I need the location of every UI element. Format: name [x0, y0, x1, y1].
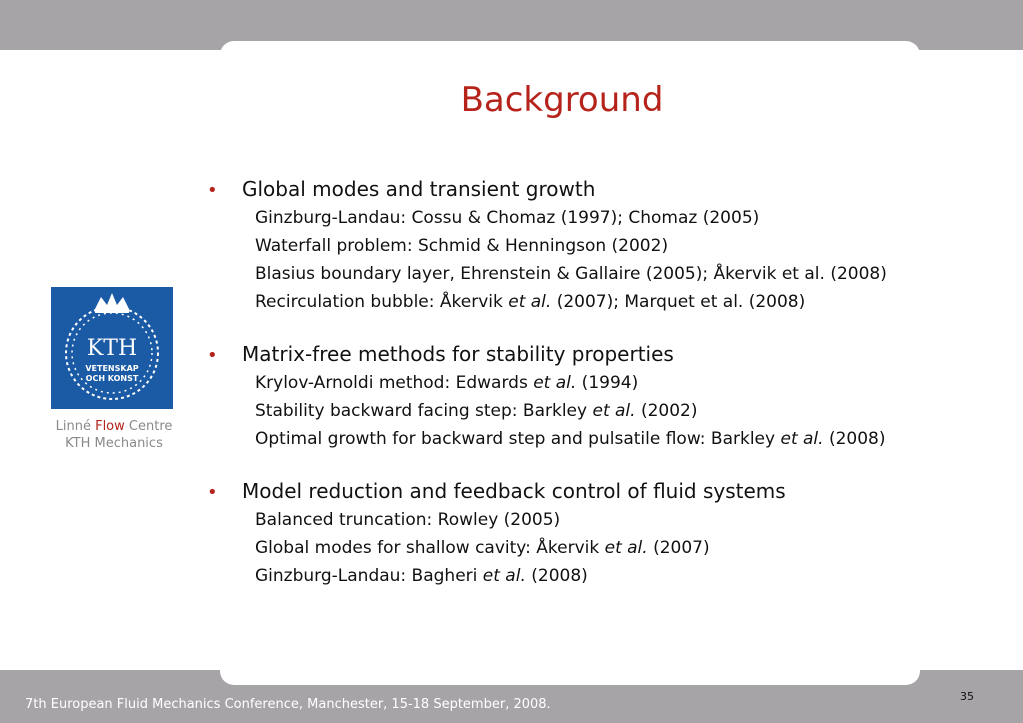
sub-item-text: Blasius boundary layer, Ehrenstein & Gallaire (2005); Åkervik et al. (2008) — [255, 264, 887, 284]
sub-item-emphasis: et al. — [482, 566, 526, 586]
sub-item-text: Balanced truncation: Rowley (2005) — [255, 510, 561, 530]
sub-item-emphasis: et al. — [533, 373, 577, 393]
sub-item — [255, 369, 1007, 397]
slide-title: Background — [460, 80, 664, 120]
bullet-heading: Model reduction and feedback control of fluid systems — [242, 479, 786, 503]
logo-mark: KTH — [86, 336, 138, 361]
sub-item-text-end: (2002) — [635, 401, 698, 421]
sub-item-text: Krylov-Arnoldi method: Edwards — [255, 373, 534, 393]
sub-item — [255, 260, 1007, 288]
bullet-icon: • — [207, 180, 218, 201]
sub-item — [255, 425, 1007, 453]
sub-item-emphasis: et al. — [604, 538, 648, 558]
kth-logo-icon — [51, 287, 173, 409]
sub-item-text: Waterfall problem: Schmid & Henningson (2002) — [255, 236, 669, 256]
sub-item-text: Ginzburg-Landau: Bagheri — [255, 566, 483, 586]
sub-item-text-end: (1994) — [576, 373, 639, 393]
sub-item-text: Ginzburg-Landau: Cossu & Chomaz (1997); Chomaz (2005) — [255, 208, 760, 228]
caption-flow: Flow — [95, 419, 125, 434]
sub-item-emphasis: et al. — [780, 429, 824, 449]
sub-item-text: Recirculation bubble: Åkervik — [255, 292, 509, 312]
sub-item — [255, 397, 1007, 425]
logo-caption-line1 — [40, 418, 188, 435]
sub-item-text: Optimal growth for backward step and pulsatile flow: Barkley — [255, 429, 781, 449]
sub-item — [255, 204, 1007, 232]
logo-caption-line2: KTH Mechanics — [65, 436, 163, 451]
sub-item-text-end: (2008) — [823, 429, 886, 449]
section — [207, 478, 1007, 590]
sub-item — [255, 506, 1007, 534]
caption-centre: Centre — [128, 419, 173, 434]
sub-item-text: Global modes for shallow cavity: Åkervik — [255, 538, 605, 558]
bullet-heading-row — [207, 478, 1007, 506]
sub-item-text: Stability backward facing step: Barkley — [255, 401, 593, 421]
sub-item-emphasis: et al. — [508, 292, 552, 312]
logo-text-line2: OCH KONST — [85, 374, 139, 383]
bullet-heading-row — [207, 341, 1007, 369]
sub-item-text-end: (2007); Marquet et al. (2008) — [551, 292, 806, 312]
sub-item — [255, 562, 1007, 590]
section — [207, 341, 1007, 453]
kth-logo-graphic — [51, 287, 173, 409]
bullet-heading-row — [207, 176, 1007, 204]
bullet-heading: Matrix-free methods for stability properties — [242, 342, 674, 366]
page-number: 35 — [960, 690, 974, 703]
sub-item-text-end: (2007) — [647, 538, 710, 558]
logo-text-line1: VETENSKAP — [85, 364, 139, 373]
sub-item — [255, 288, 1007, 316]
sub-item-emphasis: et al. — [592, 401, 636, 421]
footer-text: 7th European Fluid Mechanics Conference, Manchester, 15-18 September, 2008. — [25, 697, 551, 712]
caption-linne: Linné — [55, 419, 91, 434]
bullet-icon: • — [207, 482, 218, 503]
sub-item-text-end: (2008) — [525, 566, 588, 586]
sub-item — [255, 232, 1007, 260]
bullet-list — [207, 176, 1007, 615]
sub-item — [255, 534, 1007, 562]
bullet-heading: Global modes and transient growth — [242, 177, 596, 201]
section — [207, 176, 1007, 316]
bullet-icon: • — [207, 345, 218, 366]
logo-caption — [40, 418, 188, 452]
